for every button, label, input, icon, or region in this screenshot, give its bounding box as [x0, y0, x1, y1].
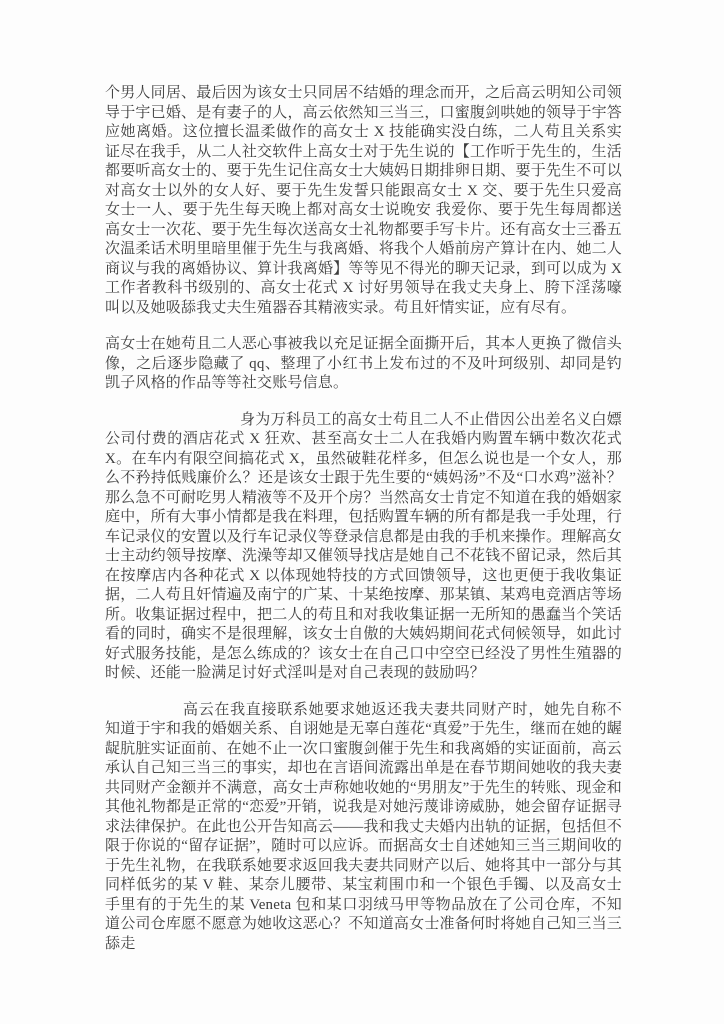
paragraph-4: 高云在我直接联系她要求她返还我夫妻共同财产时，她先自称不知道于宇和我的婚姻关系、自诩她是无辜白莲花“真爱”于先生，继而在她的龌龊肮脏实证面前、在她不止一次口蜜腹剑催于先生和我离婚的实证面前，高云承认自己知三当三的事实，却也在言语间流露出单是在春节期间她收的我夫妻共同财产金额并不满意，高女士声称她收她的“男朋友”于先生的转账、现金和其他礼物都是正常的“恋爱”开销，说我是对她污蔑诽谤威胁，她会留存证据寻求法律保护。在此也公开告知高云——我和我丈夫婚内出轨的证据，包括但不限于你说的“留存证据”，随时可以应诉。而据高女士自述她知三当三期间收的于先生礼物，在我联系她要求返回我夫妻共同财产以后、她将其中一部分与其同样低劣的某 V 鞋、某奈儿腰带、某宝莉围巾和一个银色手镯、以及高女士手里有的于先生的某 Veneta 包和某口羽绒马甲等物品放在了公司仓库，不知道公司仓库愿不愿意为她收这恶心？不知道高女士准备何时将她自己知三当三舔走 — [105, 701, 622, 952]
paragraph-2: 高女士在她苟且二人恶心事被我以充足证据全面撕开后，其本人更换了微信头像，之后逐步隐藏了 qq、整理了小红书上发布过的不及叶珂级别、却同是钓凯子风格的作品等等社交账号信息。 — [105, 336, 622, 391]
paragraph-1: 个男人同居、最后因为该女士只同居不结婚的理念而开，之后高云明知公司领导于宇已婚、是有妻子的人，高云依然知三当三，口蜜腹剑哄她的领导于宇答应她离婚。这位擅长温柔做作的高女士 X 技能确实没白练，二人苟且关系实证尽在我手，从二人社交软件上高女士对于先生说的【工作听于先生的，生活都要听高女士的、要于先生记住高女士大姨妈日期排卵日期、要于先生不可以对高女士以外的女人好、要于先生发誓只能跟高女士 X 交、要于先生只爱高女士一人、要于先生每天晚上都对高女士说晚安 我爱你、要于先生每周都送高女士一次花、要于先生每次送高女士礼物都要手写卡片。还有高女士三番五次温柔话术明里暗里催于先生与我离婚、将我个人婚前房产算计在内、她二人商议与我的离婚协议、算计我离婚】等等见不得光的聊天记录，到可以成为 X 工作者教科书级别的、高女士花式 X 讨好男领导在我丈夫身上、胯下淫荡嚎叫以及她吸舔我丈夫生殖器吞其精液实录。苟且奸情实证，应有尽有。 — [105, 85, 622, 316]
text-block — [105, 84, 622, 971]
paragraph-3: 身为万科员工的高女士苟且二人不止借因公出差名义白嫖公司付费的酒店花式 X 狂欢、甚至高女士二人在我婚内购置车辆中数次花式 X。在车内有限空间搞花式 X，虽然破鞋花样多，但怎么说也是一个女人，那么不矜持低贱廉价么？还是该女士跟于先生要的“姨妈汤”不及“口水鸡”滋补？那么急不可耐吃男人精液等不及开个房？当然高女士肯定不知道在我的婚姻家庭中，所有大事小情都是我在料理，包括购置车辆的所有都是我一手处理，行车记录仪的安置以及行车记录仪等登录信息都是由我的手机来操作。理解高女士主动约领导按摩、洗澡等却又催领导找店是她自己不花钱不留记录，然后其在按摩店内各种花式 X 以体现她特技的方式回馈领导，这也更便于我收集证据，二人苟且奸情遍及南宁的广某、十某绝按摩、那某镇、某鸡电竞酒店等场所。收集证据过程中，把二人的苟且和对我收集证据一无所知的愚蠢当个笑话看的同时，确实不是很理解，该女士自傲的大姨妈期间花式伺候领导，如此讨好式服务技能，是怎么练成的？该女士在自己口中空空已经没了男性生殖器的时候、还能一脸满足讨好式淫叫是对自己表现的鼓励吗？ — [105, 411, 622, 681]
